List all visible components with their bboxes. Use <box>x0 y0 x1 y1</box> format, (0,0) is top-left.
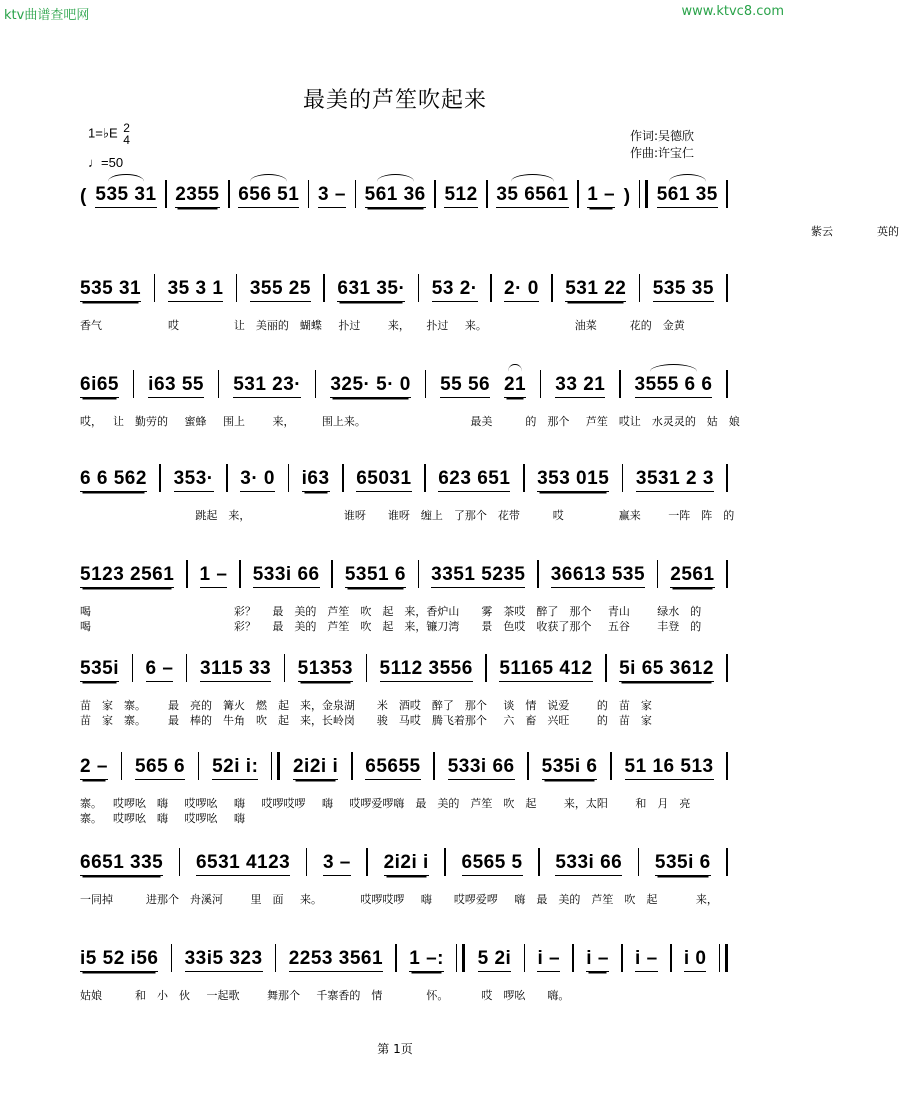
lyric-line: 香气 哎 让 美丽的 蝴蝶 扑过 来， 扑过 来。 油菜 花的 金黄 <box>80 319 685 332</box>
barline <box>342 464 344 492</box>
note-group: 6651 335 <box>80 852 163 876</box>
barline <box>159 464 161 492</box>
note-group: 535i 6 <box>655 852 711 876</box>
barline <box>572 944 574 972</box>
note-group: i5 52 i56 <box>80 948 158 972</box>
notation-line <box>80 462 728 492</box>
barline <box>218 370 220 398</box>
barline <box>726 560 728 588</box>
score-row <box>80 942 728 1003</box>
credits <box>630 128 694 162</box>
score-row <box>80 462 735 523</box>
note-group: 5112 3556 <box>380 658 473 682</box>
note-group: 65031 <box>356 468 411 492</box>
barline <box>424 464 426 492</box>
barline <box>323 274 325 302</box>
barline <box>171 944 173 972</box>
score-row <box>80 652 728 728</box>
barline <box>351 752 353 780</box>
note-group: 6 – <box>146 658 174 682</box>
barline <box>638 848 640 876</box>
barline <box>275 944 277 972</box>
note-group: 5123 2561 <box>80 564 174 588</box>
barline <box>308 180 310 208</box>
notation-line <box>80 368 728 398</box>
barline <box>271 752 280 780</box>
note-group: 353 015 <box>537 468 609 492</box>
note-group: 51165 412 <box>499 658 592 682</box>
barline <box>726 464 728 492</box>
barline <box>133 370 135 398</box>
barline <box>486 180 488 208</box>
note-group: 3555 6 6 <box>635 374 713 398</box>
barline <box>726 180 728 208</box>
score-row <box>80 750 728 826</box>
barline <box>610 752 612 780</box>
barline <box>622 464 624 492</box>
score-row <box>80 368 740 429</box>
barline <box>456 944 465 972</box>
notation-line <box>80 652 728 682</box>
slur-mark <box>250 174 287 189</box>
lyric-line: 寨。 哎啰吆 嗨 哎啰吆 嗨 <box>80 812 245 825</box>
slur-mark <box>669 174 706 189</box>
note-group: 1 – <box>200 564 228 588</box>
lyric-line: 姑娘 和 小 伙 一起歌 舞那个 千寨香的 情 怀。 哎 啰吆 嗨。 <box>80 989 570 1002</box>
note-group: 3351 5235 <box>431 564 525 588</box>
barline <box>490 274 492 302</box>
notation-bracket: ( <box>80 186 87 207</box>
note-group: 6565 5 <box>462 852 523 876</box>
lyric-line: 喝 彩？ 最 美的 芦笙 吹 起 来，镰刀湾 景 色哎 收获了那个 五谷 丰登 的 <box>80 620 702 633</box>
note-group: 565 6 <box>135 756 185 780</box>
barline <box>726 752 728 780</box>
note-group: 36613 535 <box>551 564 645 588</box>
note-group: 35 6561 <box>496 184 568 208</box>
note-group: 533i 66 <box>448 756 515 780</box>
note-group: 35 3 1 <box>168 278 224 302</box>
notation-line <box>80 942 728 972</box>
barline <box>621 944 623 972</box>
barline <box>537 560 539 588</box>
barline <box>418 274 420 302</box>
barline <box>366 654 368 682</box>
note-group: 52i i: <box>212 756 258 780</box>
note-group: 535i <box>80 658 119 682</box>
barline <box>726 274 728 302</box>
barline <box>306 848 308 876</box>
note-group: 55 56 <box>440 374 490 398</box>
note-group: 51353 <box>298 658 353 682</box>
note-group: 533i 66 <box>555 852 622 876</box>
note-group: 6i65 <box>80 374 119 398</box>
note-group: i63 55 <box>148 374 204 398</box>
barline <box>433 752 435 780</box>
barline <box>366 848 368 876</box>
note-group: 535i 6 <box>542 756 598 780</box>
barline <box>186 654 188 682</box>
barline <box>444 848 446 876</box>
barline <box>228 180 230 208</box>
note-group: 2i2i i <box>384 852 429 876</box>
note-group: 3 – <box>318 184 346 208</box>
lyricist: 作词:吴德欣 <box>630 129 695 143</box>
barline <box>236 274 238 302</box>
barline <box>639 274 641 302</box>
note-group: 325· 5· 0 <box>330 374 411 398</box>
note-group: i – <box>537 948 560 972</box>
lyric-line: 跳起 来， 谁呀 谁呀 缠上 了那个 花带 哎 赢来 一阵 阵 的 <box>80 509 735 522</box>
barline <box>639 180 648 208</box>
barline <box>288 464 290 492</box>
barline <box>121 752 123 780</box>
barline <box>726 654 728 682</box>
note-group: 2355 <box>175 184 219 208</box>
watermark-right: www.ktvc8.com <box>681 4 784 19</box>
notation-line <box>80 178 728 208</box>
barline <box>198 752 200 780</box>
barline <box>418 560 420 588</box>
notation-line <box>80 272 728 302</box>
note-group: 5i 65 3612 <box>619 658 714 682</box>
barline <box>226 464 228 492</box>
lyric-line: 苗 家 寨。 最 棒的 牛角 吹 起 来，长岭岗 骏 马哎 腾飞着那个 六 畜 兴旺 的 苗 家 <box>80 714 652 727</box>
note-group: 3 – <box>323 852 351 876</box>
barline <box>523 464 525 492</box>
note-group: 2561 <box>670 564 714 588</box>
barline <box>657 560 659 588</box>
lyric-line: 喝 彩？ 最 美的 芦笙 吹 起 来，香炉山 雾 茶哎 醉了 那个 青山 绿水 的 <box>80 605 702 618</box>
barline <box>538 848 540 876</box>
barline <box>355 180 357 208</box>
barline <box>670 944 672 972</box>
note-group: 355 25 <box>250 278 311 302</box>
note-group: 2· 0 <box>504 278 539 302</box>
barline <box>527 752 529 780</box>
barline <box>726 848 728 876</box>
barline <box>179 848 181 876</box>
barline <box>540 370 542 398</box>
note-group: 1 – <box>587 184 615 208</box>
note-group: 21 <box>504 374 526 398</box>
barline <box>425 370 427 398</box>
barline <box>605 654 607 682</box>
key-signature <box>88 122 130 146</box>
note-group: 51 16 513 <box>625 756 714 780</box>
barline <box>239 560 241 588</box>
note-group: 2 – <box>80 756 108 780</box>
notation-line <box>80 558 728 588</box>
barline <box>315 370 317 398</box>
note-group: i63 <box>302 468 330 492</box>
barline <box>284 654 286 682</box>
key-label: 1=♭E <box>88 125 118 141</box>
time-signature <box>123 122 130 146</box>
note-group: i 0 <box>684 948 707 972</box>
note-group: 33i5 323 <box>185 948 263 972</box>
barline <box>485 654 487 682</box>
slur-mark <box>108 174 145 189</box>
barline <box>331 560 333 588</box>
watermark-left: ktv曲谱查吧网 <box>4 8 90 23</box>
note-group: 3· 0 <box>240 468 275 492</box>
note-group: 561 36 <box>365 184 426 208</box>
notation-bracket: ) <box>623 186 631 207</box>
slur-mark <box>508 364 521 379</box>
song-title: 最美的芦笙吹起来 <box>302 88 487 113</box>
barline <box>165 180 167 208</box>
score-row <box>80 558 728 634</box>
note-group: 656 51 <box>238 184 299 208</box>
note-group: 512 <box>444 184 477 208</box>
note-group: 6531 4123 <box>196 852 290 876</box>
slur-mark <box>511 174 554 189</box>
lyric-line: 苗 家 寨。 最 亮的 篝火 燃 起 来，金泉湖 米 酒哎 醉了 那个 谈 情 说爱 的 苗 家 <box>80 699 652 712</box>
note-group: 533i 66 <box>253 564 320 588</box>
barline <box>619 370 621 398</box>
note-group: 65655 <box>365 756 420 780</box>
barline <box>395 944 397 972</box>
note-group: 353· <box>174 468 214 492</box>
notation-line <box>80 750 728 780</box>
barline <box>551 274 553 302</box>
note-group: 531 23· <box>233 374 301 398</box>
composer: 作曲:许宝仁 <box>630 146 695 160</box>
barline <box>154 274 156 302</box>
note-group: 2253 3561 <box>289 948 383 972</box>
note-group: i – <box>635 948 658 972</box>
tempo-marking: ♩=50 <box>88 155 124 170</box>
lyric-line: 紫云 英的 <box>80 225 899 238</box>
lyric-line: 哎， 让 勤劳的 蜜蜂 围上 来， 围上来。 最美 的 那个 芦笙 哎让 水灵灵的 姑 娘 <box>80 415 740 428</box>
score-row <box>80 178 899 239</box>
barline <box>524 944 526 972</box>
slur-mark <box>650 364 697 379</box>
note-group: 53 2· <box>432 278 478 302</box>
score-row <box>80 846 728 907</box>
page-number: 第 1页 <box>377 1042 413 1056</box>
score-row <box>80 272 728 333</box>
note-group: 535 31 <box>80 278 141 302</box>
note-group: 623 651 <box>438 468 510 492</box>
note-group: 631 35· <box>337 278 405 302</box>
barline <box>577 180 579 208</box>
note-group: 3115 33 <box>200 658 271 682</box>
note-group: 5351 6 <box>345 564 406 588</box>
note-group: 1 –: <box>409 948 444 972</box>
note-group: 5 2i <box>478 948 512 972</box>
slur-mark <box>377 174 414 189</box>
lyric-line: 一同掉 进那个 舟溪河 里 面 来。 哎啰哎啰 嗨 哎啰爱啰 嗨 最 美的 芦笙 吹 起 来， <box>80 893 718 906</box>
barline <box>726 370 728 398</box>
barline <box>132 654 134 682</box>
note-group: 2i2i i <box>293 756 338 780</box>
note-group: 535 31 <box>95 184 156 208</box>
notation-line <box>80 846 728 876</box>
note-group: 535 35 <box>653 278 714 302</box>
barline <box>186 560 188 588</box>
note-group: i – <box>586 948 609 972</box>
note-group: 561 35 <box>657 184 718 208</box>
note-group: 3531 2 3 <box>636 468 714 492</box>
lyric-line: 寨。 哎啰吆 嗨 哎啰吆 嗨 哎啰哎啰 嗨 哎啰爱啰嗨 最 美的 芦笙 吹 起 来，太阳 和 月 亮 <box>80 797 691 810</box>
note-group: 531 22 <box>565 278 626 302</box>
time-top: 2 <box>123 121 130 135</box>
time-bottom: 4 <box>123 133 130 147</box>
note-group: 33 21 <box>555 374 605 398</box>
barline <box>719 944 728 972</box>
note-group: 6 6 562 <box>80 468 147 492</box>
barline <box>434 180 436 208</box>
